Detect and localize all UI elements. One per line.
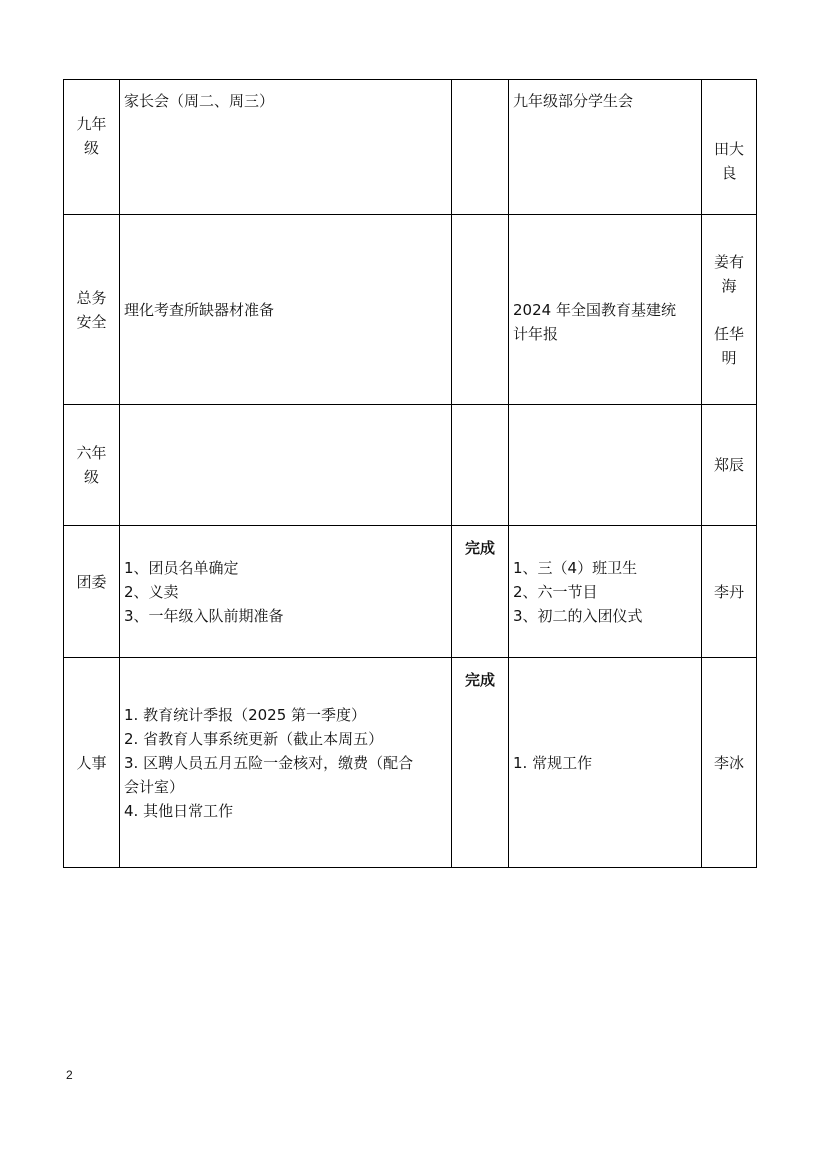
owner-name: 郑辰: [713, 456, 744, 474]
plan-cell: [120, 215, 452, 405]
next-plan-line: 2024 年全国教育基建统: [513, 300, 676, 319]
status-text: 完成: [464, 539, 495, 557]
status-text: 完成: [464, 671, 495, 689]
owner-cell: [702, 526, 757, 658]
department-cell: [64, 405, 120, 526]
plan-line: 1. 教育统计季报（2025 第一季度）: [124, 706, 367, 724]
table-row: [64, 526, 757, 658]
next-plan-line: 九年级部分学生会: [513, 92, 634, 110]
plan-line: 3、一年级入队前期准备: [124, 607, 284, 625]
plan-cell: [120, 526, 452, 658]
status-cell: [452, 526, 509, 658]
department-cell: [64, 215, 120, 405]
next-plan-line: 3、初二的入团仪式: [513, 607, 643, 625]
owner-cell: [702, 658, 757, 868]
owner-cell: [702, 405, 757, 526]
owner-name: 李冰: [713, 753, 744, 772]
department-text: 九年: [76, 115, 107, 133]
owner-name: 姜有: [713, 252, 744, 271]
next-plan-line: 计年报: [513, 324, 559, 343]
department-text: 级: [83, 468, 99, 486]
owner-name: 明: [721, 348, 737, 367]
plan-cell: [120, 658, 452, 868]
plan-cell: [120, 80, 452, 215]
department-cell: [64, 658, 120, 868]
owner-cell: [702, 215, 757, 405]
owner-name: 田大: [713, 140, 744, 158]
schedule-table: [63, 79, 757, 868]
plan-line: 2、义卖: [124, 583, 179, 601]
owner-name: 海: [721, 276, 737, 295]
owner-name: 良: [721, 164, 737, 182]
department-text: 团委: [76, 572, 107, 591]
plan-line: 3. 区聘人员五月五险一金核对，缴费（配合: [124, 754, 414, 772]
next-plan-line: 2、六一节目: [513, 583, 598, 601]
department-text: 级: [83, 139, 99, 157]
owner-cell: [702, 80, 757, 215]
department-text: 总务: [76, 288, 107, 307]
plan-line: 家长会（周二、周三）: [124, 92, 275, 110]
department-text: 人事: [76, 753, 107, 772]
plan-line: 理化考查所缺器材准备: [124, 300, 275, 319]
status-cell: [452, 215, 509, 405]
page-number: 2: [66, 1068, 73, 1082]
next-plan-cell: [509, 80, 702, 215]
next-plan-cell: [509, 526, 702, 658]
plan-cell: [120, 405, 452, 526]
plan-line: 2. 省教育人事系统更新（截止本周五）: [124, 730, 384, 748]
table-row: [64, 80, 757, 215]
plan-line: 4. 其他日常工作: [124, 802, 234, 820]
plan-line: 1、团员名单确定: [124, 559, 239, 577]
status-cell: [452, 658, 509, 868]
next-plan-cell: [509, 658, 702, 868]
next-plan-line: 1. 常规工作: [513, 753, 593, 772]
next-plan-cell: [509, 405, 702, 526]
status-cell: [452, 80, 509, 215]
status-cell: [452, 405, 509, 526]
table-row: [64, 215, 757, 405]
department-cell: [64, 526, 120, 658]
department-text: 安全: [76, 312, 107, 331]
department-cell: [64, 80, 120, 215]
next-plan-cell: [509, 215, 702, 405]
plan-line: 会计室）: [124, 778, 185, 796]
table-row: [64, 405, 757, 526]
table-row: [64, 658, 757, 868]
department-text: 六年: [76, 444, 107, 462]
owner-name: 李丹: [713, 582, 744, 601]
owner-name: 任华: [713, 324, 744, 343]
owner-spacer: [711, 298, 747, 322]
next-plan-line: 1、三（4）班卫生: [513, 559, 638, 577]
